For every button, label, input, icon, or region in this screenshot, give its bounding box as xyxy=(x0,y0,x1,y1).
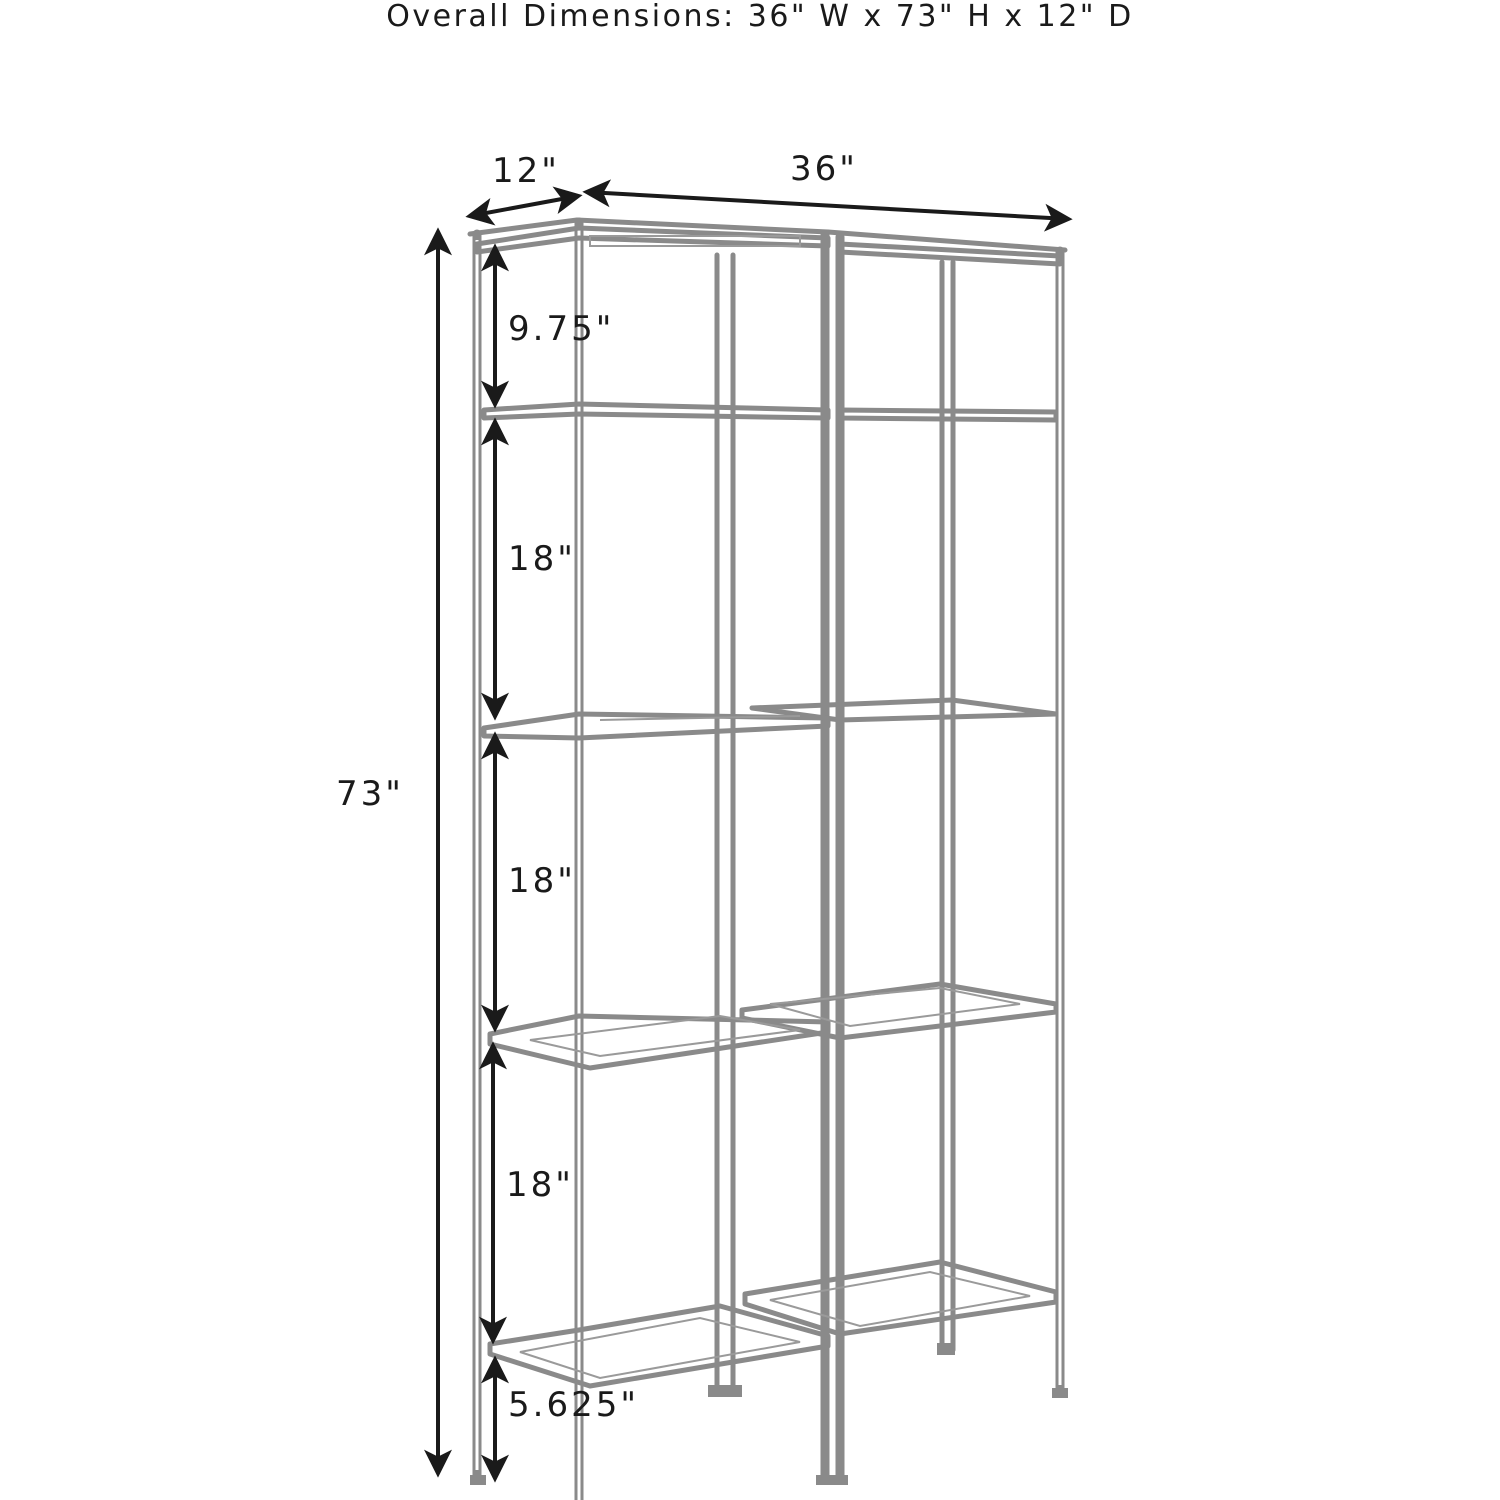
shelf-gap-1-label: 9.75" xyxy=(508,309,615,349)
height-label: 73" xyxy=(336,774,404,814)
overall-dimensions-title: Overall Dimensions: 36" W x 73" H x 12" D xyxy=(386,0,1134,34)
width-arrow xyxy=(587,192,1068,219)
width-label: 36" xyxy=(790,149,858,189)
depth-label: 12" xyxy=(492,151,560,191)
shelving-unit xyxy=(470,220,1068,1500)
shelf-gap-3-label: 18" xyxy=(508,861,576,901)
depth-arrow xyxy=(470,196,578,216)
shelf-gap-4-label: 18" xyxy=(506,1165,574,1205)
shelf-gap-2-label: 18" xyxy=(508,539,576,579)
shelf-frames xyxy=(477,228,1060,1386)
floor-clearance-label: 5.625" xyxy=(508,1385,639,1425)
